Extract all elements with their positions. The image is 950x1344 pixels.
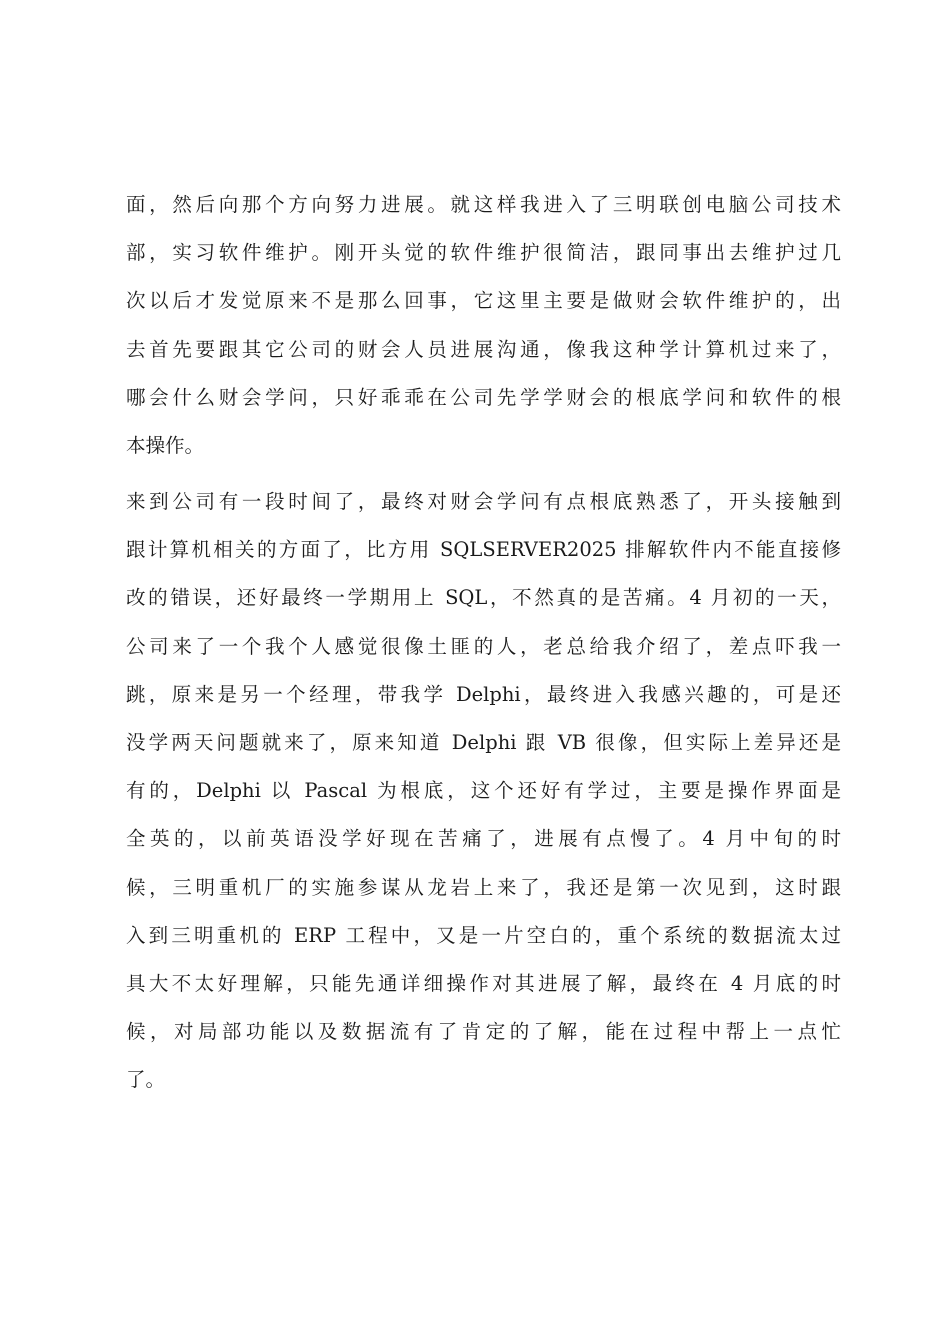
text-line: 了。 [126,1068,166,1092]
text-line: 次以后才发觉原来不是那么回事，它这里主要是做财会软件维护的，出 [126,289,841,313]
text-line: 本操作。 [126,433,205,457]
text-line: 跟计算机相关的方面了，比方用 SQLSERVER2025 排解软件内不能直接修 [126,538,841,562]
text-line: 入到三明重机的 ERP 工程中，又是一片空白的，重个系统的数据流太过 [126,923,841,947]
text-line: 来到公司有一段时间了，最终对财会学问有点根底熟悉了，开头接触到 [126,490,841,513]
paragraph-2 [126,478,841,1104]
text-line: 全英的，以前英语没学好现在苦痛了，进展有点慢了。4 月中旬的时 [126,827,841,851]
text-line: 改的错误，还好最终一学期用上 SQL，不然真的是苦痛。4 月初的一天， [126,586,841,610]
text-line: 跳，原来是另一个经理，带我学 Delphi，最终进入我感兴趣的，可是还 [126,682,841,706]
text-line: 部，实习软件维护。刚开头觉的软件维护很简洁，跟同事出去维护过几 [126,241,841,265]
text-line: 候，三明重机厂的实施参谋从龙岩上来了，我还是第一次见到，这时跟 [126,875,841,899]
text-line: 具大不太好理解，只能先通详细操作对其进展了解，最终在 4 月底的时 [126,971,841,995]
text-line: 公司来了一个我个人感觉很像土匪的人，老总给我介绍了，差点吓我一 [126,634,841,658]
text-line: 没学两天问题就来了，原来知道 Delphi 跟 VB 很像，但实际上差异还是 [126,730,841,754]
text-line: 哪会什么财会学问，只好乖乖在公司先学学财会的根底学问和软件的根 [126,385,841,409]
text-line: 面，然后向那个方向努力进展。就这样我进入了三明联创电脑公司技术 [126,193,841,216]
text-line: 去首先要跟其它公司的财会人员进展沟通，像我这种学计算机过来了， [126,337,841,361]
text-line: 候，对局部功能以及数据流有了肯定的了解，能在过程中帮上一点忙 [126,1020,841,1044]
text-line: 有的，Delphi 以 Pascal 为根底，这个还好有学过，主要是操作界面是 [126,779,841,803]
paragraph-1 [126,181,841,470]
